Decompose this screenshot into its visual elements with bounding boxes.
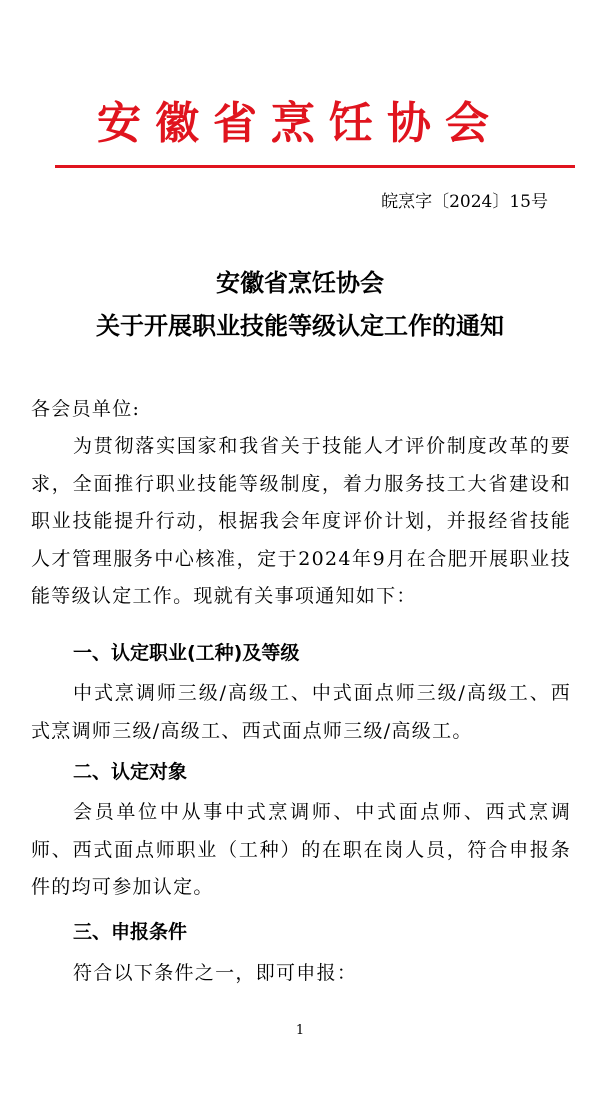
document-title-line-2: 关于开展职业技能等级认定工作的通知 bbox=[96, 312, 504, 340]
salutation: 各会员单位: bbox=[31, 398, 141, 420]
section-heading-occupations: 一、认定职业(工种)及等级 bbox=[73, 642, 300, 664]
section-text-targets: 会员单位中从事中式烹调师、中式面点师、西式烹调师、西式面点师职业（工种）的在职在岗人员，符合申报条件的均可参加认定。 bbox=[31, 801, 571, 899]
intro-paragraph: 为贯彻落实国家和我省关于技能人才评价制度改革的要求，全面推行职业技能等级制度，着力服务技工大省建设和职业技能提升行动，根据我会年度评价计划，并报经省技能人才管理服务中心核准，定于2024年9月在合肥开展职业技能等级认定工作。现就有关事项通知如下： bbox=[31, 435, 571, 608]
section-text-occupations: 中式烹调师三级/高级工、中式面点师三级/高级工、西式烹调师三级/高级工、西式面点师三级/高级工。 bbox=[31, 682, 571, 742]
document-title-line-1: 安徽省烹饪协会 bbox=[216, 269, 384, 297]
section-heading-targets: 二、认定对象 bbox=[73, 761, 188, 783]
red-divider-line bbox=[55, 165, 575, 168]
document-number: 皖烹字〔2024〕15号 bbox=[381, 192, 548, 212]
issuing-organization-header: 安徽省烹饪协会 bbox=[97, 98, 503, 149]
page-number: 1 bbox=[295, 1023, 305, 1038]
section-heading-conditions: 三、申报条件 bbox=[73, 921, 188, 943]
section-text-conditions: 符合以下条件之一，即可申报： bbox=[73, 962, 358, 984]
